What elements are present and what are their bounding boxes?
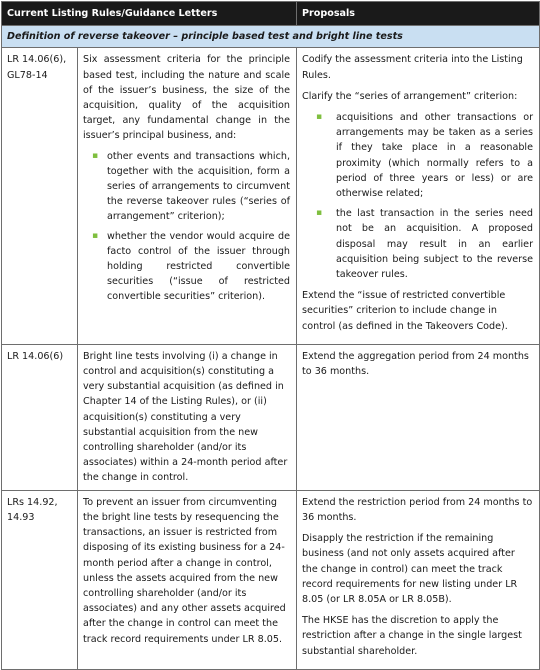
current-rule-cell — [78, 48, 297, 344]
current-rule-cell — [78, 490, 297, 669]
square-bullet-icon: ▪ — [315, 112, 323, 123]
proposal-cell — [297, 48, 540, 344]
proposal-text: Extend the “issue of restricted convertible securities” criterion to include change in control (as defined in the Takeovers Code). — [302, 290, 508, 332]
header-proposals: Proposals — [297, 2, 540, 26]
proposal-text: Clarify the “series of arrangement” criterion: — [302, 90, 518, 102]
rule-reference — [2, 48, 78, 344]
criteria-list — [83, 149, 290, 305]
rule-reference-text: LR 14.06(6) — [7, 350, 64, 362]
rule-reference-text: LRs 14.92, 14.93 — [7, 496, 58, 523]
rule-reference-text: LR 14.06(6), GL78-14 — [7, 54, 67, 81]
proposal-text: Extend the aggregation period from 24 months to 36 months. — [302, 350, 529, 378]
proposal-text: Disapply the restriction if the remaining business (and not only assets acquired after the change in control) can meet the track record requirements for new listing under LR 8.05 (or LR 8.05A or LR 8.05B). — [302, 533, 518, 605]
list-item-text: other events and transactions which, together with the acquisition, form a series of arrangements to circumvent the reverse takeover rules (“series of arrangement” criterion); — [107, 150, 291, 223]
list-item-text: the last transaction in the series need not be an acquisition. A proposed disposal may result in an earlier acquisition being subject to the reverse takeover rules. — [336, 208, 534, 281]
proposal-cell — [297, 490, 540, 669]
square-bullet-icon: ▪ — [91, 230, 99, 241]
list-item — [302, 206, 533, 282]
proposal-text: The HKSE has the discretion to apply the restriction after a change in the single largest substantial shareholder. — [302, 615, 522, 657]
list-item — [83, 229, 290, 305]
table-header-row — [2, 2, 540, 26]
square-bullet-icon: ▪ — [315, 208, 323, 219]
list-item-text: acquisitions and other transactions or arrangements may be taken as a series if they take place in a reasonable proximity (which normally refers to a period of three years or less) or are otherwise related; — [336, 112, 534, 200]
section-title: Definition of reverse takeover – principle based test and bright line tests — [2, 26, 540, 48]
header-current-rules: Current Listing Rules/Guidance Letters — [2, 2, 297, 26]
proposal-text: Codify the assessment criteria into the Listing Rules. — [302, 54, 523, 81]
section-row — [2, 26, 540, 48]
table-row — [2, 48, 540, 344]
proposal-cell — [297, 344, 540, 490]
current-rule-cell — [78, 344, 297, 490]
rule-reference — [2, 490, 78, 669]
criteria-text: Bright line tests involving (i) a change in control and acquisition(s) constituting a very substantial acquisition (as defined in Chapter 14 of the Listing Rules), or (ii) acquisition(s) constituting a very substantial acquisition from the new controlling shareholder (and/or its associates) within a 24-month period after the change in control. — [83, 350, 288, 484]
table-row — [2, 344, 540, 490]
criteria-intro: Six assessment criteria for the principle based test, including the nature and scale of the issuer’s business, the size of the acquisition, quality of the acquisition target, any fundamental change in the issuer’s principal business, and: — [83, 54, 291, 142]
table-row — [2, 490, 540, 669]
square-bullet-icon: ▪ — [91, 150, 99, 161]
list-item — [83, 149, 290, 225]
rules-table — [1, 1, 540, 670]
list-item-text: whether the vendor would acquire de facto control of the issuer through holding restricted convertible securities (“issue of restricted convertible securities” criterion). — [107, 230, 291, 303]
proposal-text: Extend the restriction period from 24 months to 36 months. — [302, 496, 533, 523]
list-item — [302, 110, 533, 201]
rule-reference — [2, 344, 78, 490]
proposal-list — [302, 110, 533, 282]
criteria-text: To prevent an issuer from circumventing the bright line tests by resequencing the transactions, an issuer is restricted from disposing of its existing business for a 24-month period after a change in control, unless the assets acquired from the new controlling shareholder (and/or its associates) and any other assets acquired after the change in control can meet the track record requirements under LR 8.05. — [83, 496, 286, 645]
